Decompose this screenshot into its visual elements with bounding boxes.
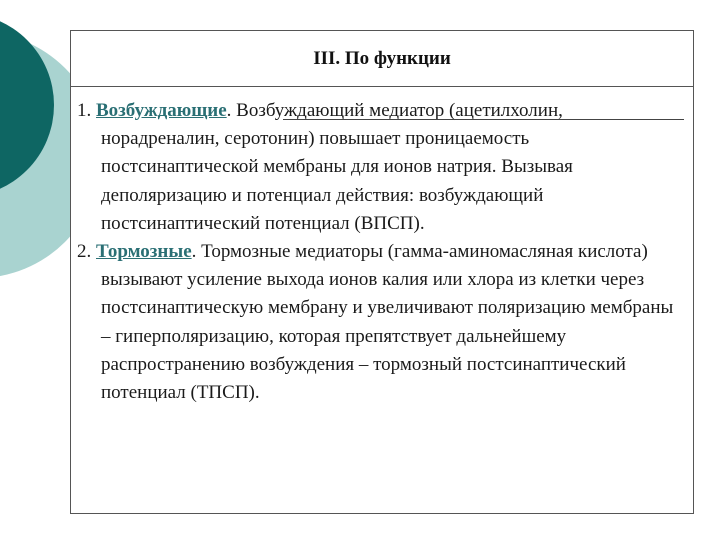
section-header: III. По функции <box>71 31 693 87</box>
item-number: 2. <box>77 241 92 263</box>
item-title: Тормозные <box>96 241 192 263</box>
item-text: Тормозные медиаторы (гамма-аминомасляная кислота) вызывают усиление выхода ионов калия или хлора из клетки через постсинаптическую мембрану и увеличивают поляризацию мембраны – гиперполяризацию, которая препятствует дальнейшему распространению возбуждения – тормозный постсинаптический потенциал (ТПСП). <box>101 241 674 404</box>
item-title-punct: . <box>226 100 232 121</box>
item-title-punct: . <box>191 241 197 263</box>
list-item-inhibitory <box>77 238 685 407</box>
item-text: Возбуждающий медиатор (ацетилхолин, норадреналин, серотонин) повышает проницаемость постсинаптической мембраны для ионов натрия. Вызывая деполяризацию и потенциал действия: возбуждающий постсинаптический потенциал (ВПСП). <box>101 100 573 234</box>
content-body <box>71 87 693 407</box>
item-title: Возбуждающие <box>96 100 227 121</box>
decorative-circles <box>0 0 80 300</box>
content-box <box>70 30 694 514</box>
item-number: 1. <box>77 100 92 121</box>
underline-rule <box>283 119 684 120</box>
